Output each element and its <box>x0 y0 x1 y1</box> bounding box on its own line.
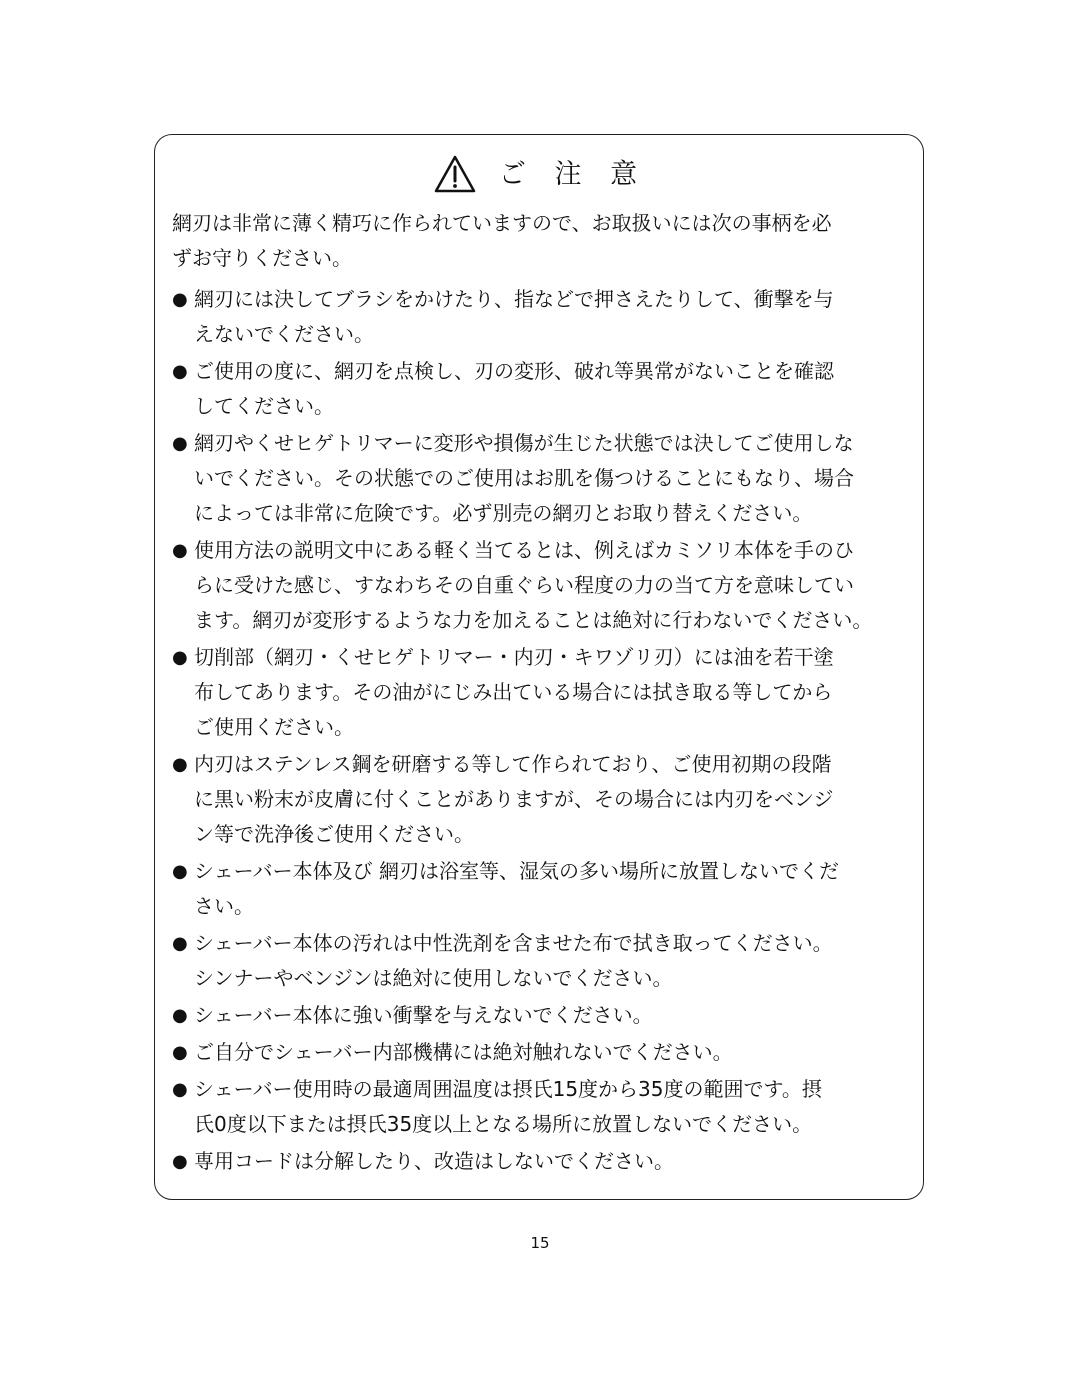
caution-item <box>172 1072 914 1142</box>
caution-item <box>172 1035 914 1070</box>
caution-item <box>172 640 914 745</box>
bullet-icon: ● <box>172 289 188 310</box>
caution-item <box>172 1144 914 1179</box>
bullet-icon: ● <box>172 1042 188 1063</box>
caution-content <box>172 206 914 1181</box>
caution-heading <box>0 152 1080 196</box>
caution-item <box>172 282 914 352</box>
caution-item <box>172 354 914 424</box>
bullet-icon: ● <box>172 433 188 454</box>
caution-item-text: 内刃はステンレス鋼を研磨する等して作られており、ご使用初期の段階 に黒い粉末が皮膚に付くことがありますが、その場合には内刃をベンジ ン等で洗浄後ご使用ください。 <box>194 752 834 846</box>
caution-title: ご 注 意 <box>498 158 648 190</box>
warning-triangle-icon <box>433 154 477 194</box>
caution-item-text: シェーバー本体に強い衝撃を与えないでください。 <box>194 1003 653 1027</box>
caution-list <box>172 282 914 1179</box>
bullet-icon: ● <box>172 647 188 668</box>
caution-item-text: シェーバー本体及び 網刃は浴室等、湿気の多い場所に放置しないでくだ さい。 <box>194 859 839 918</box>
intro-text: 網刃は非常に薄く精巧に作られていますので、お取扱いには次の事柄を必 ずお守りください。 <box>172 211 832 270</box>
bullet-icon: ● <box>172 540 188 561</box>
caution-item-text: シェーバー使用時の最適周囲温度は摂氏15度から35度の範囲です。摂 氏0度以下または摂氏35度以上となる場所に放置しないでください。 <box>194 1077 822 1136</box>
bullet-icon: ● <box>172 1005 188 1026</box>
caution-item-text: 網刃には決してブラシをかけたり、指などで押さえたりして、衝撃を与 えないでください。 <box>194 287 834 346</box>
page-number: 15 <box>530 1234 550 1252</box>
caution-item <box>172 926 914 996</box>
caution-item <box>172 533 914 638</box>
bullet-icon: ● <box>172 861 188 882</box>
caution-item-text: 使用方法の説明文中にある軽く当てるとは、例えばカミソリ本体を手のひ らに受けた感じ、すなわちその自重ぐらい程度の力の当て方を意味してい ます。網刃が変形するような力を加えることは絶対に行わないでください。 <box>194 538 873 632</box>
caution-item <box>172 426 914 531</box>
caution-item-text: ご使用の度に、網刃を点検し、刃の変形、破れ等異常がないことを確認 してください。 <box>194 359 834 418</box>
caution-item-text: シェーバー本体の汚れは中性洗剤を含ませた布で拭き取ってください。 シンナーやベンジンは絶対に使用しないでください。 <box>194 931 833 990</box>
caution-item-text: ご自分でシェーバー内部機構には絶対触れないでください。 <box>194 1040 733 1064</box>
caution-item-text: 切削部（網刃・くせヒゲトリマー・内刃・キワゾリ刃）には油を若干塗 布してあります。その油がにじみ出ている場合には拭き取る等してから ご使用ください。 <box>194 645 834 739</box>
bullet-icon: ● <box>172 361 188 382</box>
bullet-icon: ● <box>172 1079 188 1100</box>
caution-item <box>172 747 914 852</box>
bullet-icon: ● <box>172 1151 188 1172</box>
caution-item-text: 網刃やくせヒゲトリマーに変形や損傷が生じた状態では決してご使用しな いでください。その状態でのご使用はお肌を傷つけることにもなり、場合 によっては非常に危険です。必ず別売の網刃とお取り替えください。 <box>194 431 854 525</box>
caution-item <box>172 854 914 924</box>
bullet-icon: ● <box>172 754 188 775</box>
bullet-icon: ● <box>172 933 188 954</box>
caution-item <box>172 998 914 1033</box>
caution-item-text: 専用コードは分解したり、改造はしないでください。 <box>194 1149 674 1173</box>
